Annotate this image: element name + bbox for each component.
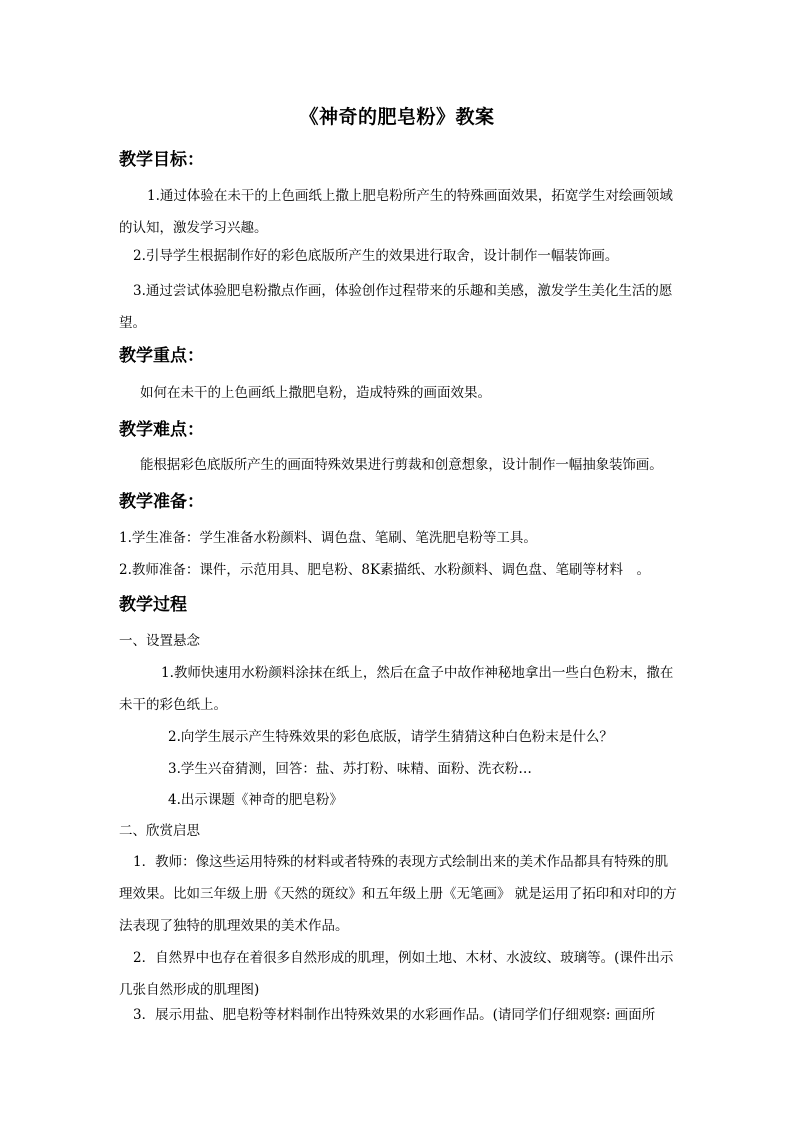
process-heading: 教学过程 [119,595,187,615]
process-part1-item-1: 1.教师快速用水粉颜料涂抹在纸上，然后在盒子中故作神秘地拿出一些白色粉末，撒在未干的彩色纸上。 [119,665,674,713]
objective-item-1: 1.通过体验在未干的上色画纸上撒上肥皂粉所产生的特殊画面效果，拓宽学生对绘画领域的认知，激发学习兴趣。 [119,188,673,236]
process-part1-item-4: 4.出示课题《神奇的肥皂粉》 [168,792,343,808]
process-part2-title: 二、欣赏启思 [119,823,200,839]
key-point-text: 如何在未干的上色画纸上撒肥皂粉，造成特殊的画面效果。 [140,385,491,401]
process-part2-item-1: 1．教师：像这些运用特殊的材料或者特殊的表现方式绘制出来的美术作品都具有特殊的肌理效果。比如三年级上册《天然的斑纹》和五年级上册《无笔画》 就是运用了拓印和对印的方法表现了独特的肌理效果的美术作品。 [119,854,677,934]
difficulty-text: 能根据彩色底版所产生的画面特殊效果进行剪裁和创意想象，设计制作一幅抽象装饰画。 [140,457,663,473]
process-part2-item-3: 3．展示用盐、肥皂粉等材料制作出特殊效果的水彩画作品。(请同学们仔细观察: 画面所 [133,1007,656,1023]
preparation-item-1: 1.学生准备：学生准备水粉颜料、调色盘、笔刷、笔洗肥皂粉等工具。 [119,530,537,546]
process-part1-title: 一、设置悬念 [119,633,200,649]
preparation-item-2: 2.教师准备：课件，示范用具、肥皂粉、8K素描纸、水粉颜料、调色盘、笔刷等材料 。 [119,562,651,578]
process-part1-item-3: 3.学生兴奋猜测，回答：盐、苏打粉、味精、面粉、洗衣粉… [168,761,532,777]
process-part1-item-2: 2.向学生展示产生特殊效果的彩色底版，请学生猜猜这种白色粉末是什么？ [168,729,613,745]
difficulty-heading: 教学难点： [119,420,204,440]
key-point-heading: 教学重点： [119,346,204,366]
preparation-heading: 教学准备： [119,492,204,512]
objective-item-3: 3.通过尝试体验肥皂粉撒点作画，体验创作过程带来的乐趣和美感，激发学生美化生活的愿望。 [119,283,673,331]
objectives-heading: 教学目标： [119,150,204,170]
document-title: 《神奇的肥皂粉》教案 [299,106,495,128]
objective-item-2: 2.引导学生根据制作好的彩色底版所产生的效果进行取舍，设计制作一幅装饰画。 [133,248,619,264]
process-part2-item-2: 2．自然界中也存在着很多自然形成的肌理，例如土地、木材、水波纹、玻璃等。(课件出示几张自然形成的肌理图) [119,950,674,998]
